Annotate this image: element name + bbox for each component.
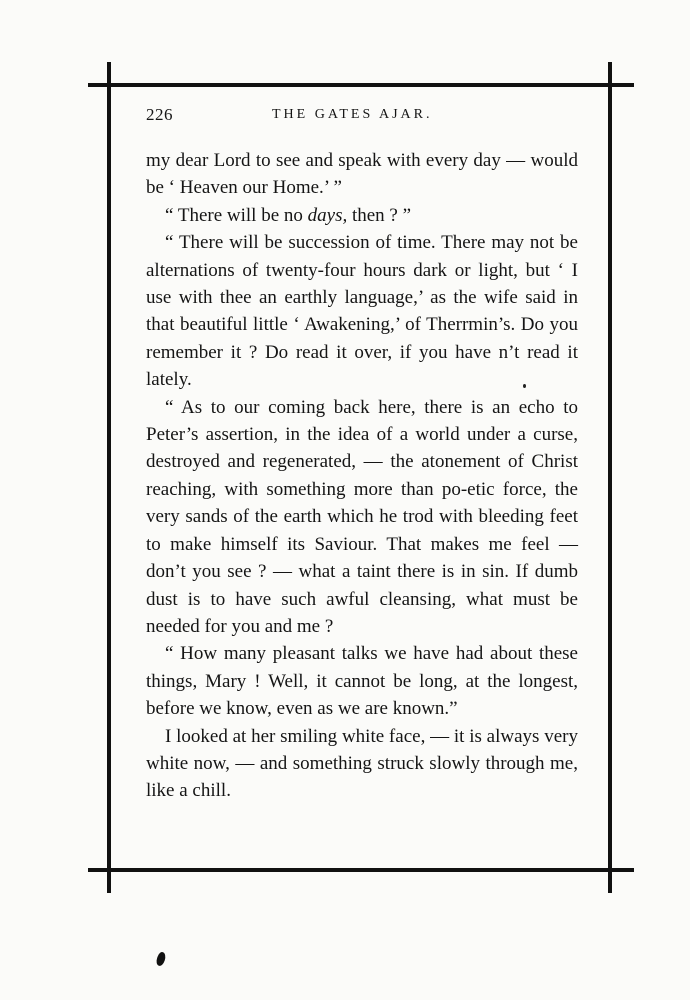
paragraph-coming-back: “ As to our coming back here, there is an echo to Peter’s assertion, in the idea of a world under a curse, destroyed and regenerated, — the atonement of Christ reaching, with something more than po-etic force, the very sands of the earth which he trod with bleeding feet to make himself its Saviour. That makes me feel — don’t you see ? — what a taint there is in sin. If dumb dust is to have such awful cleansing, what must be needed for you and me ? [146, 396, 578, 637]
page-number: 226 [146, 105, 173, 124]
question-text-end: then ? ” [347, 204, 412, 226]
paragraph-pleasant-talks: “ How many pleasant talks we have had about these things, Mary ! Well, it cannot be long, at the longest, before we know, even as we are known.” [146, 643, 578, 720]
right-border-rule [608, 62, 612, 893]
book-title: THE GATES AJAR. [272, 107, 433, 122]
question-text-start: “ There will be no [165, 204, 308, 226]
paragraph-continuation: my dear Lord to see and speak with every day — would be ‘ Heaven our Home.’ ” [146, 150, 578, 199]
ink-speck [523, 384, 526, 388]
ink-blot [155, 951, 167, 967]
paragraph-question [146, 202, 578, 229]
left-border-rule [107, 62, 111, 893]
paragraph-white-face: I looked at her smiling white face, — it is always very white now, — and something struck slowly through me, like a chill. [146, 725, 578, 802]
top-border-rule [88, 83, 634, 87]
bottom-border-rule [88, 868, 634, 872]
question-italic-word: days, [307, 204, 348, 226]
body-text [146, 147, 578, 805]
paragraph-succession-of-time: “ There will be succession of time. There may not be alternations of twenty-four hours dark or light, but ‘ I use with thee an earthly language,’ as the wife said in that beautiful little ‘ Awakening,’ of Therrmin’s. Do you remember it ? Do read it over, if you have n’t read it lately. [146, 232, 578, 391]
